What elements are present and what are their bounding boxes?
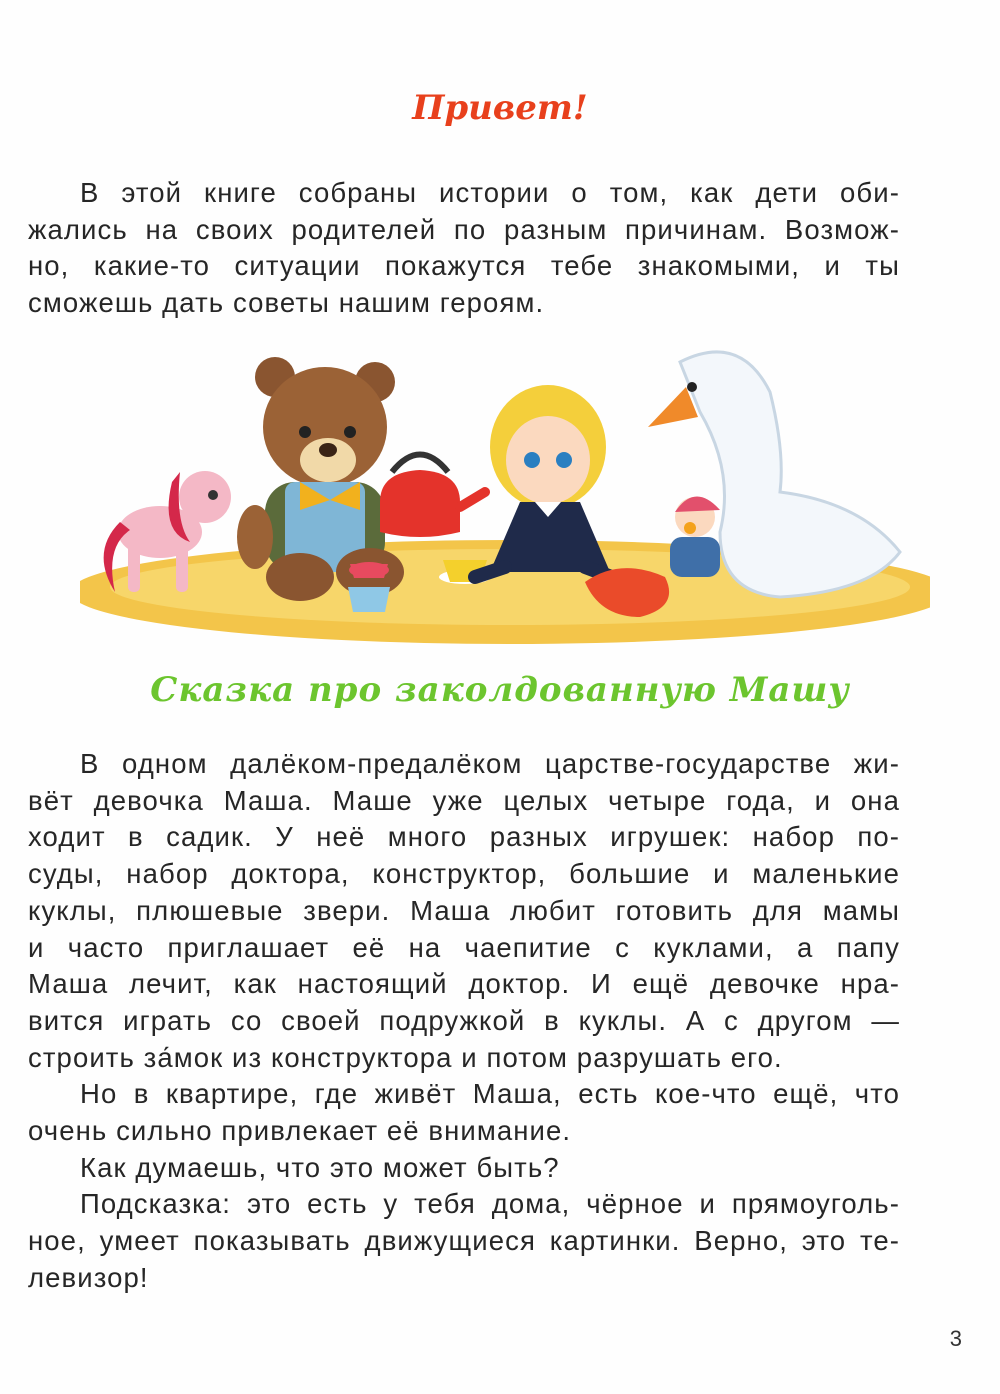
- story-paragraph: [28, 1186, 900, 1296]
- page-number: 3: [949, 1326, 962, 1351]
- story-paragraph: [28, 746, 900, 1076]
- goose-toy: [585, 352, 900, 617]
- text-line: вёт девочка Маша. Маше уже целых четыре года, и она: [28, 784, 900, 816]
- text-line: и часто приглашает её на чаепитие с куклами, а папу: [28, 931, 900, 963]
- story-paragraph: [28, 1076, 900, 1149]
- story-title: Сказка про заколдованную Машу: [150, 670, 850, 710]
- intro-paragraph: [28, 175, 900, 322]
- text-line: Маша лечит, как настоящий доктор. И ещё девочке нра-: [28, 968, 900, 1000]
- page-heading: Привет!: [412, 88, 588, 128]
- text-line: ходит в садик. У неё много разных игрушек: набор по-: [28, 821, 900, 853]
- text-line: Как думаешь, что это может быть?: [80, 1151, 560, 1183]
- toys-illustration: [80, 332, 930, 647]
- small-doll-toy: [670, 496, 720, 577]
- text-line: Но в квартире, где живёт Маша, есть кое-что ещё, что: [80, 1078, 900, 1110]
- story-text: [28, 746, 900, 1297]
- text-line: но, какие-то ситуации покажутся тебе знакомыми, и ты: [28, 250, 900, 282]
- text-line: жались на своих родителей по разным причинам. Возмож-: [28, 213, 900, 245]
- text-line: строить за́мок из конструктора и потом разрушать его.: [28, 1041, 783, 1073]
- text-line: очень сильно привлекает её внимание.: [28, 1115, 572, 1147]
- story-paragraph: [28, 1150, 900, 1187]
- text-line: куклы, плюшевые звери. Маша любит готовить для мамы: [28, 894, 900, 926]
- text-line: В одном далёком-предалёком царстве-государстве жи-: [80, 748, 900, 779]
- text-line: вится играть со своей подружкой в куклы. А с другом —: [28, 1004, 900, 1036]
- text-line: левизор!: [28, 1261, 149, 1293]
- kettle-toy: [380, 455, 485, 538]
- text-line: Подсказка: это есть у тебя дома, чёрное и прямоуголь-: [80, 1188, 900, 1220]
- text-line: ное, умеет показывать движущиеся картинки. Верно, это те-: [28, 1225, 900, 1257]
- intro-text: [28, 175, 900, 322]
- text-line: суды, набор доктора, конструктор, большие и маленькие: [28, 858, 900, 890]
- text-line: В этой книге собраны истории о том, как дети оби-: [80, 177, 900, 208]
- text-line: сможешь дать советы нашим героям.: [28, 287, 545, 319]
